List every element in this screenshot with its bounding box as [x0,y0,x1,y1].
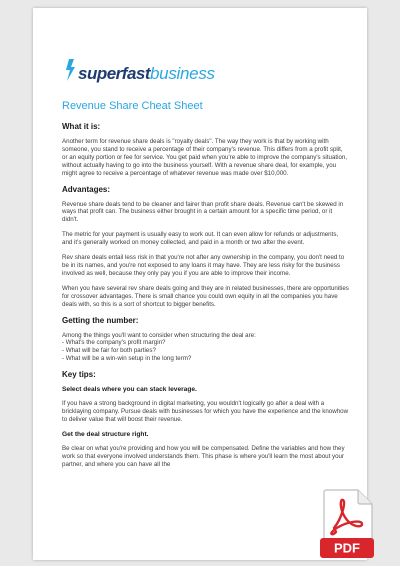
paragraph: The metric for your payment is usually easy to work out. It can even allow for refunds or adjustments, and it's generally worked on money collected, and paid in a month or two after the event. [62,231,339,247]
list-item: - What will be fair for both parties? [62,347,156,355]
section-heading-getting-the-number: Getting the number: [62,315,139,325]
list-item: - What will be a win-win setup in the long term? [62,355,192,363]
logo-mark-icon [64,58,76,82]
tip-heading: Select deals where you can stack leverage. [62,386,197,394]
logo-text-superfast: superfast [78,64,151,83]
list-item: - What's the company's profit margin? [62,339,166,347]
section-heading-key-tips: Key tips: [62,370,96,380]
superfast-business-logo [64,56,215,82]
tip-heading: Get the deal structure right. [62,430,149,438]
logo-text-business: business [150,64,215,83]
pdf-label: PDF [334,540,360,556]
section-heading-advantages: Advantages: [62,184,111,194]
paragraph: Another term for revenue share deals is "royalty deals". The way they work is that by working with someone, you stand to receive a percentage of their company's revenue. This differs from a profit split, or an equity portion or fee for service. You get paid when you're able to improve the company's situation, without actually having to go into the business yourself. With a revenue share deal, for example, you might agree to receive a percentage of whatever revenue was made over $10,000. [62,138,348,177]
bullet-list [62,332,349,364]
document-content [62,100,349,476]
paragraph: Revenue share deals tend to be cleaner and fairer than profit share deals. Revenue can't be skewed in ways that profit can. The business either brought in a certain amount for a specific time period, or it didn't. [62,200,344,224]
pdf-file-icon [320,488,374,558]
paragraph: When you have several rev share deals going and they are in related businesses, there are opportunities for crossover advantages. There is small chance you could own equity in all the companies you have deals with, so this is a sort of shortcut to bigger benefits. [62,284,349,308]
list-intro: Among the things you'll want to consider when structuring the deal are: [62,331,256,339]
page-title: Revenue Share Cheat Sheet [62,100,203,112]
paragraph: Be clear on what you're providing and how you will be compensated. Define the variables and how they work so that everyone involved understands them. This phase is where you'll learn the most about your partner, and where you can have all the [62,444,345,468]
section-heading-what-it-is: What it is: [62,122,101,131]
paragraph: If you have a strong background in digital marketing, you wouldn't logically go after a deal with a bricklaying company. Pursue deals with businesses for which you have the experience and the knowhow to deliver value that will boost their revenue. [62,400,349,423]
document-page [33,8,367,560]
paragraph: Rev share deals entail less risk in that you're not after any ownership in the company, you don't need to be in its names, and you're not exposed to any loans it may have. They are less risky for the business involved as well, because they only pay you if you are able to improve their income. [62,254,345,277]
